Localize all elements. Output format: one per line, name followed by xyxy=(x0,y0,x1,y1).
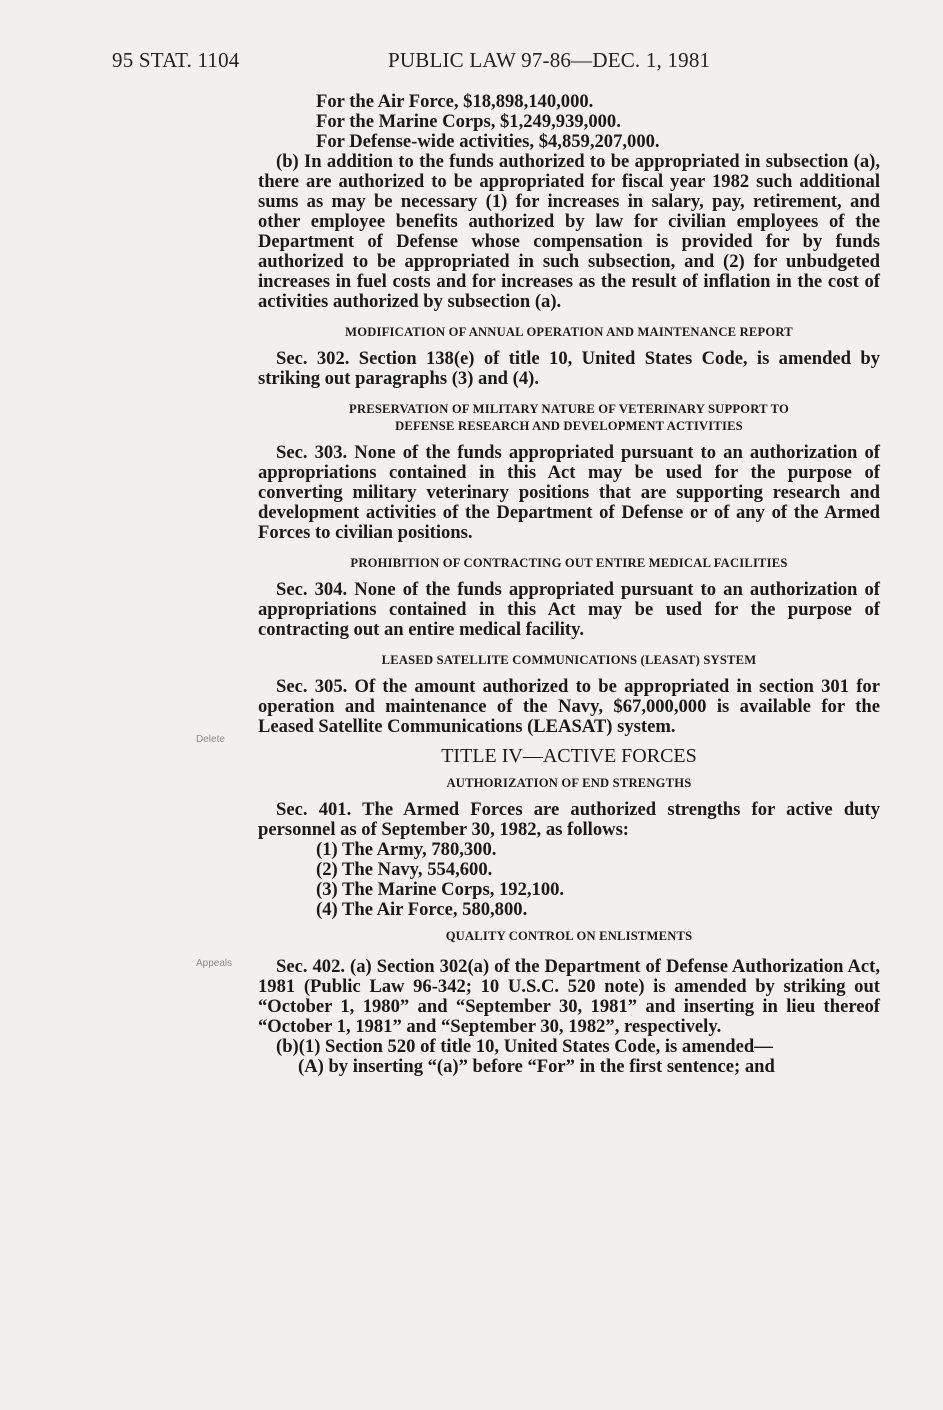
section-302-text: Sec. 302. Section 138(e) of title 10, United States Code, is amended by striking out paragraphs (3) and (4). xyxy=(258,348,880,389)
section-402-bA: (A) by inserting “(a)” before “For” in the first sentence; and xyxy=(298,1056,775,1077)
section-402-heading: QUALITY CONTROL ON ENLISTMENTS xyxy=(445,929,693,943)
title-iv-heading: TITLE IV—ACTIVE FORCES xyxy=(441,745,697,767)
margin-note-delete: Delete xyxy=(196,734,225,745)
army-strength: (1) The Army, 780,300. xyxy=(316,839,497,860)
running-header: PUBLIC LAW 97-86—DEC. 1, 1981 xyxy=(388,48,711,72)
air-force-line: For the Air Force, $18,898,140,000. xyxy=(316,91,594,112)
section-305-heading: LEASED SATELLITE COMMUNICATIONS (LEASAT) SYSTEM xyxy=(381,653,757,667)
section-303-heading-line2: DEFENSE RESEARCH AND DEVELOPMENT ACTIVITIES xyxy=(395,419,743,433)
section-304-text: Sec. 304. None of the funds appropriated pursuant to an authorization of appropriations contained in this Act may be used for the purpose of contracting out an entire medical facility. xyxy=(258,579,880,640)
section-305-text: Sec. 305. Of the amount authorized to be appropriated in section 301 for operation and maintenance of the Navy, $67,000,000 is available for the Leased Satellite Communications (LEASAT) system. xyxy=(258,676,880,737)
section-401-text: Sec. 401. The Armed Forces are authorized strengths for active duty personnel as of September 30, 1982, as follows: xyxy=(258,799,880,840)
marine-corps-line: For the Marine Corps, $1,249,939,000. xyxy=(316,111,621,132)
section-304-heading: PROHIBITION OF CONTRACTING OUT ENTIRE MEDICAL FACILITIES xyxy=(350,556,788,570)
navy-strength: (2) The Navy, 554,600. xyxy=(316,859,493,880)
section-402-b1: (b)(1) Section 520 of title 10, United States Code, is amended— xyxy=(276,1036,773,1057)
section-303-heading-line1: PRESERVATION OF MILITARY NATURE OF VETERINARY SUPPORT TO xyxy=(349,402,789,416)
air-force-strength: (4) The Air Force, 580,800. xyxy=(316,899,528,920)
defense-wide-line: For Defense-wide activities, $4,859,207,000. xyxy=(316,131,660,152)
section-401-heading: AUTHORIZATION OF END STRENGTHS xyxy=(446,776,692,790)
section-402-text: Sec. 402. (a) Section 302(a) of the Department of Defense Authorization Act, 1981 (Public Law 96-342; 10 U.S.C. 520 note) is amended by striking out “October 1, 1980” and “September 30, 1981” and inserting in lieu thereof “October 1, 1981” and “September 30, 1982”, respectively. xyxy=(258,956,880,1037)
margin-note-appeals: Appeals xyxy=(196,958,233,969)
statute-page-reference: 95 STAT. 1104 xyxy=(112,48,240,72)
subsection-b-paragraph: (b) In addition to the funds authorized to be appropriated in subsection (a), there are authorized to be appropriated for fiscal year 1982 such additional sums as may be necessary (1) for increases in salary, pay, retirement, and other employee benefits authorized by law for civilian employees of the Department of Defense whose compensation is provided for by funds authorized to be appropriated in such subsection, and (2) for unbudgeted increases in fuel costs and for increases as the result of inflation in the cost of activities authorized by subsection (a). xyxy=(258,151,880,312)
marine-corps-strength: (3) The Marine Corps, 192,100. xyxy=(316,879,565,900)
section-302-heading: MODIFICATION OF ANNUAL OPERATION AND MAINTENANCE REPORT xyxy=(345,325,793,339)
section-303-text: Sec. 303. None of the funds appropriated pursuant to an authorization of appropriations contained in this Act may be used for the purpose of converting military veterinary positions that are supporting research and development activities of the Department of Defense or of any of the Armed Forces to civilian positions. xyxy=(258,442,880,543)
main-text-column xyxy=(258,92,880,1077)
